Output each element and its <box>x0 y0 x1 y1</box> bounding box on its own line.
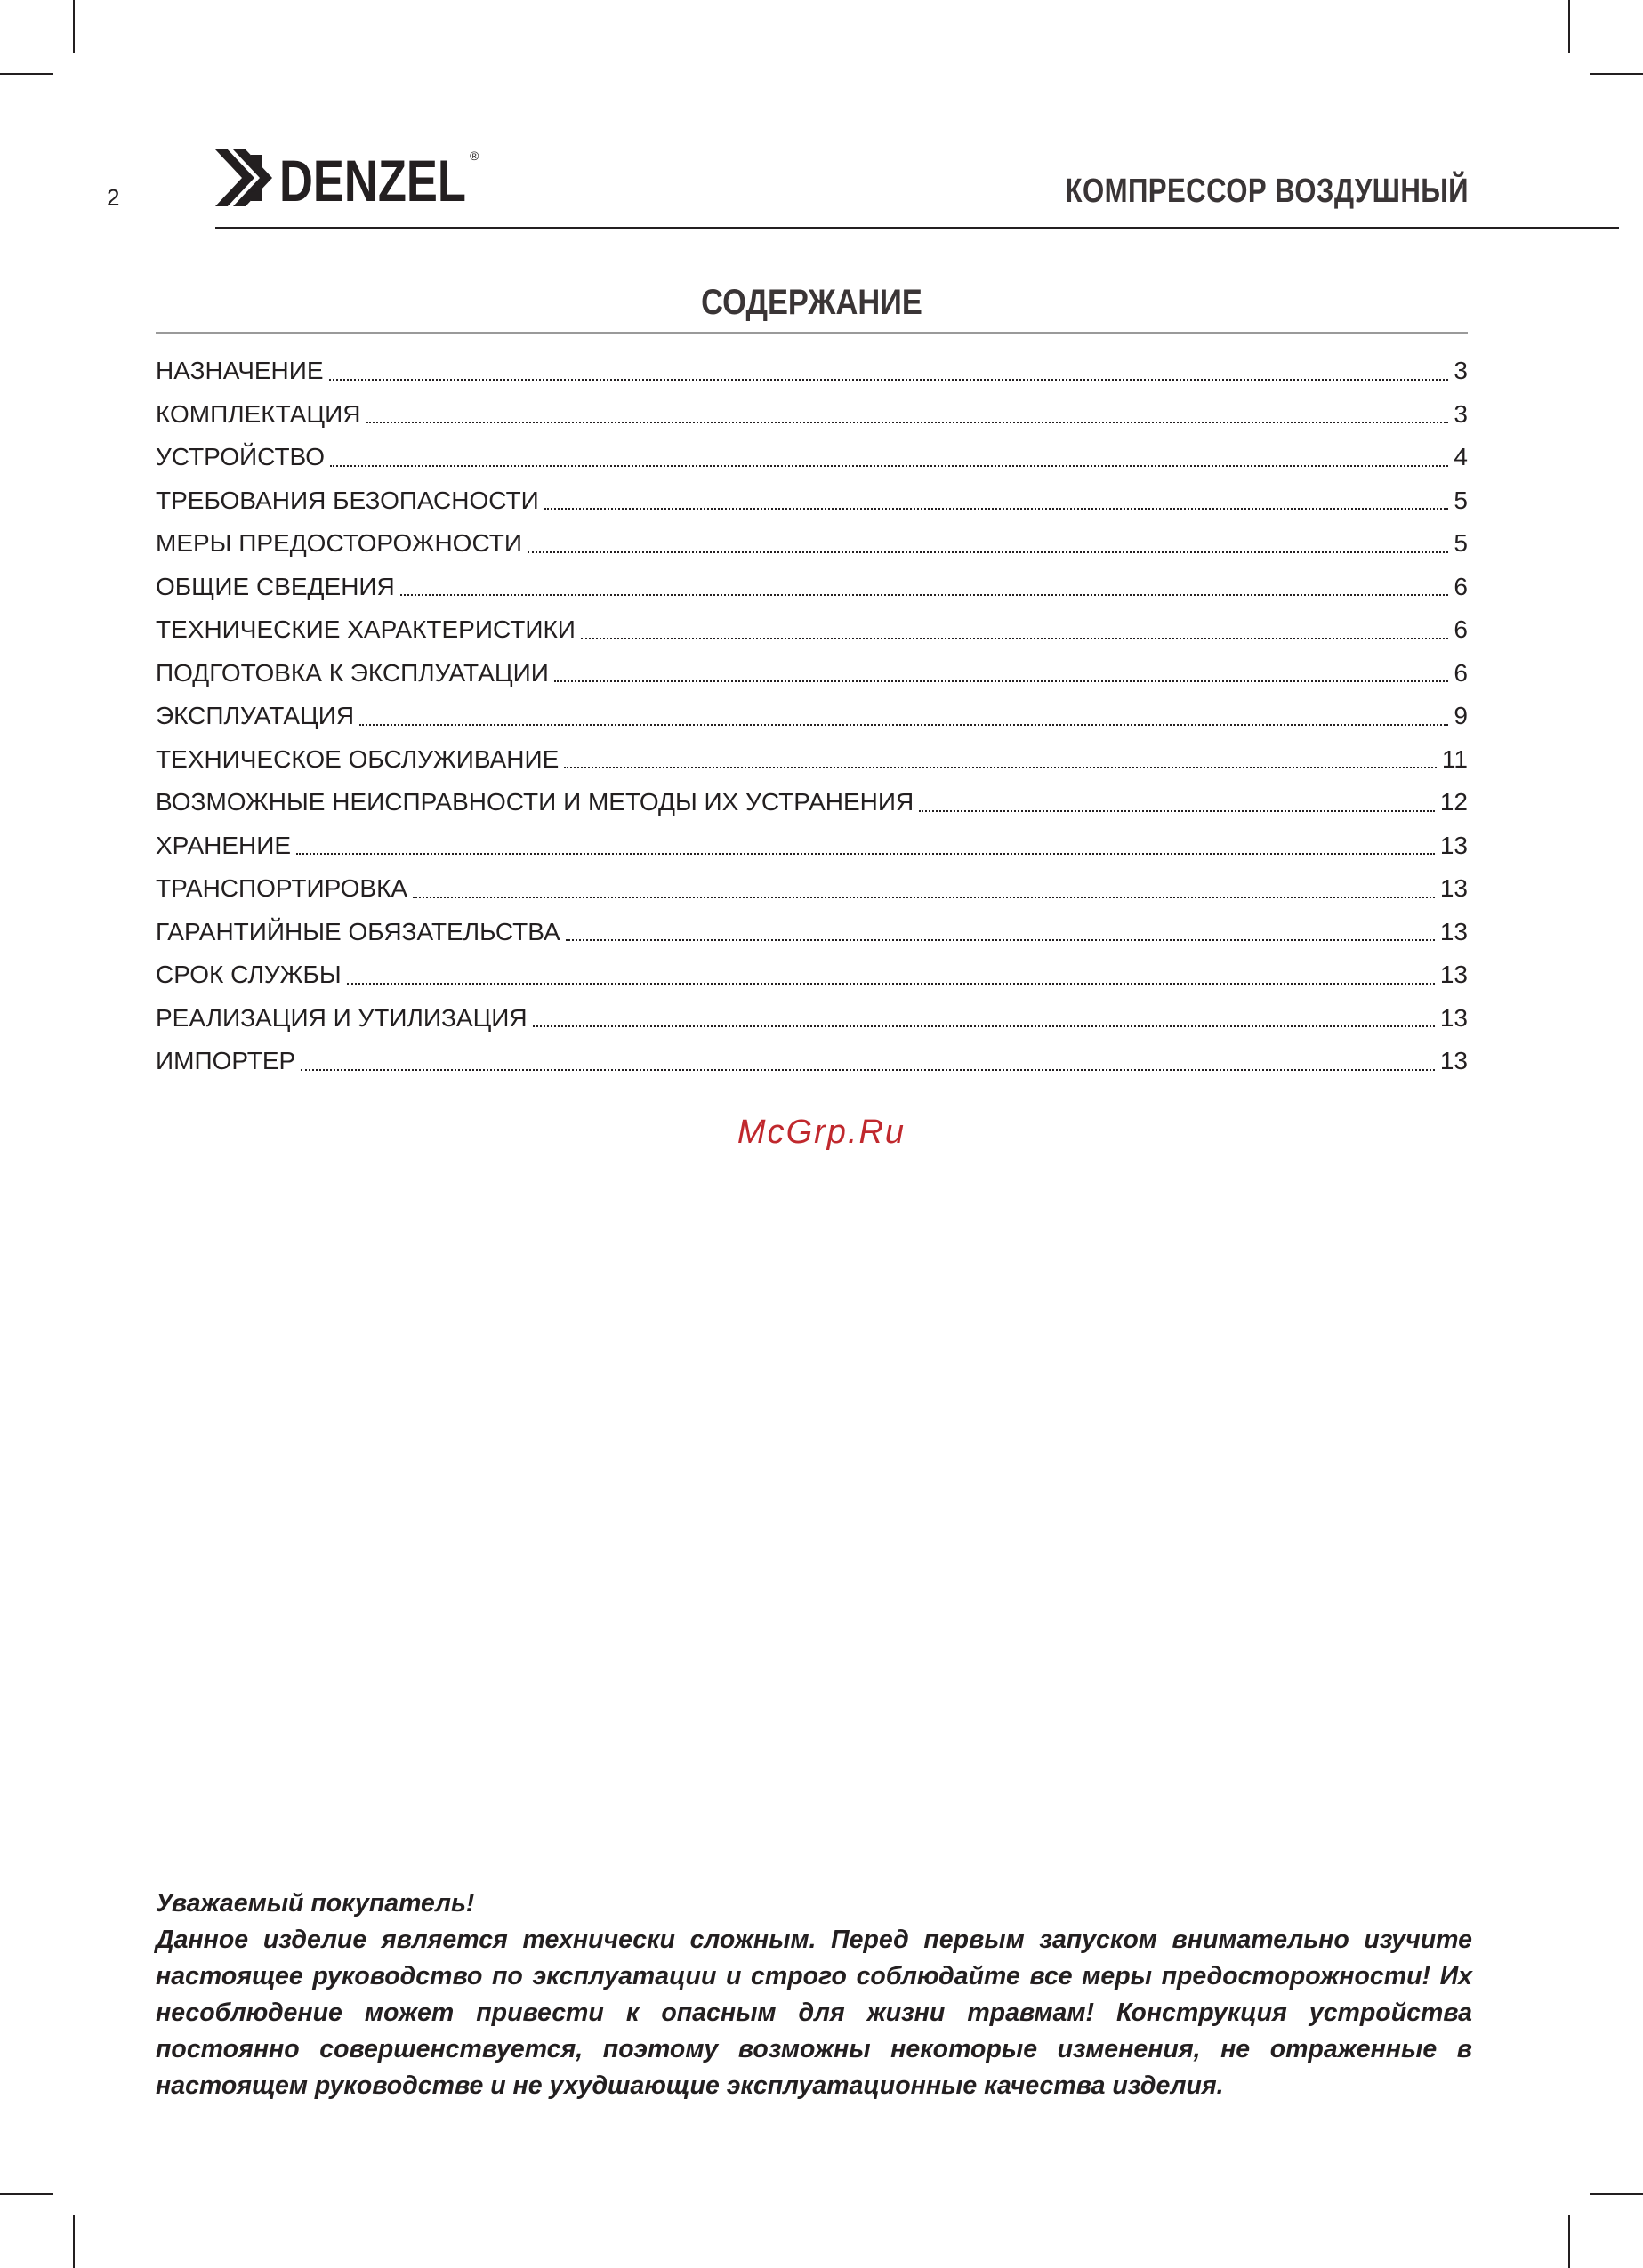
toc-item-sale-and-disposal[interactable] <box>156 997 1468 1041</box>
toc-item-precautions[interactable] <box>156 522 1468 566</box>
toc-item-page: 5 <box>1454 529 1468 558</box>
toc-leader <box>528 551 1448 553</box>
toc-leader <box>919 810 1435 812</box>
toc-item-design[interactable] <box>156 436 1468 479</box>
notice-greeting: Уважаемый покупатель! <box>156 1889 475 1918</box>
toc-item-page: 13 <box>1439 1003 1468 1032</box>
watermark: McGrp.Ru <box>737 1114 906 1151</box>
table-of-contents <box>156 350 1468 1083</box>
toc-item-label: МЕРЫ ПРЕДОСТОРОЖНОСТИ <box>156 529 522 558</box>
customer-notice <box>156 1886 1472 2104</box>
toc-item-page: 13 <box>1439 1047 1468 1075</box>
toc-leader <box>544 508 1449 510</box>
crop-mark <box>0 2193 53 2195</box>
toc-leader <box>413 897 1435 898</box>
toc-item-general-info[interactable] <box>156 566 1468 609</box>
toc-item-page: 13 <box>1439 874 1468 903</box>
notice-text: Данное изделие является технически сложным. Перед первым запуском внимательно изучите настоящее руководство по эксплуатации и строго соблюдайте все меры предосторожности! Их несоблюдение может привести к опасным для жизни травмам! Конструкция устройства постоянно совершенствуется, поэтому возможны некоторые изменения, не отраженные в настоящем руководстве и не ухудшающие эксплуатационные качества изделия. <box>156 1926 1472 2100</box>
toc-item-label: ОБЩИЕ СВЕДЕНИЯ <box>156 572 395 600</box>
toc-item-label: ВОЗМОЖНЫЕ НЕИСПРАВНОСТИ И МЕТОДЫ ИХ УСТРАНЕНИЯ <box>156 788 914 816</box>
header-divider <box>215 227 1619 229</box>
toc-item-label: ТРАНСПОРТИРОВКА <box>156 874 408 903</box>
toc-item-importer[interactable] <box>156 1040 1468 1083</box>
toc-item-operation[interactable] <box>156 695 1468 738</box>
toc-item-page: 6 <box>1454 615 1468 644</box>
toc-item-label: ПОДГОТОВКА К ЭКСПЛУАТАЦИИ <box>156 658 549 687</box>
toc-item-label: ИМПОРТЕР <box>156 1047 296 1075</box>
toc-item-label: НАЗНАЧЕНИЕ <box>156 357 324 385</box>
toc-item-page: 12 <box>1439 788 1468 816</box>
toc-item-label: СРОК СЛУЖБЫ <box>156 961 342 989</box>
toc-leader <box>366 422 1449 423</box>
toc-leader <box>359 724 1448 726</box>
toc-item-maintenance[interactable] <box>156 738 1468 782</box>
denzel-logo <box>215 142 482 213</box>
toc-leader <box>581 638 1448 639</box>
toc-leader <box>566 939 1435 941</box>
toc-item-label: ГАРАНТИЙНЫЕ ОБЯЗАТЕЛЬСТВА <box>156 917 560 945</box>
denzel-emblem-icon <box>215 149 272 206</box>
toc-leader <box>533 1025 1435 1027</box>
document-title: КОМПРЕССОР ВОЗДУШНЫЙ <box>1065 173 1469 210</box>
toc-item-label: ТРЕБОВАНИЯ БЕЗОПАСНОСТИ <box>156 486 539 514</box>
toc-item-package-contents[interactable] <box>156 393 1468 437</box>
toc-item-page: 3 <box>1454 357 1468 385</box>
toc-item-label: ТЕХНИЧЕСКОЕ ОБСЛУЖИВАНИЕ <box>156 744 560 773</box>
toc-item-purpose[interactable] <box>156 350 1468 393</box>
toc-item-label: ТЕХНИЧЕСКИЕ ХАРАКТЕРИСТИКИ <box>156 615 576 644</box>
toc-item-page: 4 <box>1454 443 1468 471</box>
toc-divider <box>156 332 1468 334</box>
toc-leader <box>330 465 1448 467</box>
crop-mark <box>0 73 53 75</box>
toc-leader <box>301 1069 1435 1071</box>
crop-mark <box>1590 2193 1643 2195</box>
toc-leader <box>554 680 1449 682</box>
toc-item-page: 13 <box>1439 831 1468 859</box>
toc-item-page: 5 <box>1454 486 1468 514</box>
toc-leader <box>296 853 1435 855</box>
toc-item-service-life[interactable] <box>156 953 1468 997</box>
svg-text:DENZEL: DENZEL <box>279 148 466 213</box>
page-number: 2 <box>107 184 120 211</box>
toc-leader <box>347 983 1435 985</box>
toc-item-storage[interactable] <box>156 824 1468 868</box>
svg-text:®: ® <box>470 149 479 163</box>
toc-item-page: 13 <box>1439 961 1468 989</box>
toc-leader <box>564 767 1437 768</box>
toc-leader <box>400 594 1449 596</box>
toc-heading: СОДЕРЖАНИЕ <box>701 283 922 322</box>
toc-item-troubleshooting[interactable] <box>156 781 1468 824</box>
toc-item-page: 3 <box>1454 399 1468 428</box>
toc-item-page: 9 <box>1454 702 1468 730</box>
toc-item-safety-requirements[interactable] <box>156 479 1468 523</box>
crop-mark <box>1568 0 1570 53</box>
toc-item-label: РЕАЛИЗАЦИЯ И УТИЛИЗАЦИЯ <box>156 1003 528 1032</box>
toc-item-specifications[interactable] <box>156 608 1468 652</box>
toc-item-label: ХРАНЕНИЕ <box>156 831 292 859</box>
crop-mark <box>73 0 75 53</box>
toc-item-page: 6 <box>1454 658 1468 687</box>
toc-item-transportation[interactable] <box>156 867 1468 911</box>
toc-item-label: ЭКСПЛУАТАЦИЯ <box>156 702 355 730</box>
toc-item-page: 11 <box>1441 744 1468 773</box>
toc-item-page: 6 <box>1454 572 1468 600</box>
crop-mark <box>1590 73 1643 75</box>
crop-mark <box>1568 2215 1570 2268</box>
toc-item-preparation[interactable] <box>156 652 1468 696</box>
toc-item-warranty[interactable] <box>156 911 1468 954</box>
toc-item-page: 13 <box>1439 917 1468 945</box>
crop-mark <box>73 2215 75 2268</box>
toc-item-label: КОМПЛЕКТАЦИЯ <box>156 399 361 428</box>
toc-leader <box>329 379 1449 381</box>
toc-item-label: УСТРОЙСТВО <box>156 443 326 471</box>
